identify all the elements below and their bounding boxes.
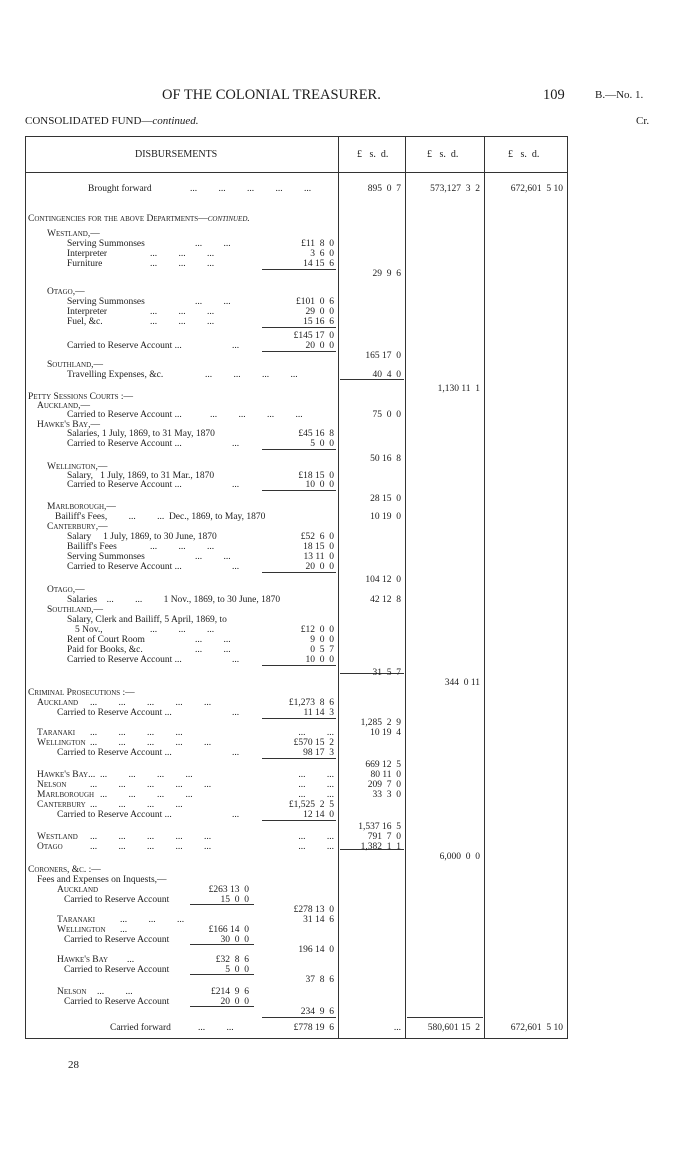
line-label: Auckland (37, 698, 79, 708)
line-label: Marlborough (37, 790, 95, 800)
amount-c1: 1,537 16 5 (358, 822, 401, 832)
section-title: CONSOLIDATED FUND—continued. (25, 115, 199, 127)
leader-dots: ... ... ... ... ... (90, 832, 212, 842)
line-label: Bailiff's Fees, ... ... Dec., 1869, to May, 1870 (55, 512, 266, 522)
amount-c1: 104 12 0 (365, 575, 401, 585)
line-label: Hawke's Bay (57, 955, 109, 965)
line-label: Canterbury (37, 800, 86, 810)
amount-item: £101 0 6 (296, 297, 334, 307)
line-label: Marlborough,— (47, 502, 116, 512)
footer-page-number: 28 (68, 1059, 79, 1071)
line-label: Salaries, 1 July, 1869, to 31 May, 1870 (67, 429, 215, 439)
leader-dots: ... ... ... ... (210, 410, 303, 420)
col2-header: £ s. d. (427, 149, 459, 160)
amount-item: 14 15 6 (303, 259, 334, 269)
leader-dots: ... (232, 748, 240, 758)
amount-item: 0 5 7 (310, 645, 334, 655)
leader-dots: ... ... (195, 552, 231, 562)
line-label: Paid for Books, &c. (67, 645, 143, 655)
line-label: Otago,— (47, 287, 85, 297)
leader-dots: ... (232, 341, 240, 351)
line-label: Westland,— (47, 229, 100, 239)
leader-dots: ... ... ... (150, 307, 215, 317)
line-label: Taranaki (57, 915, 96, 925)
line-label: 5 Nov., (75, 625, 103, 635)
amount-item: 29 0 0 (305, 307, 334, 317)
amount-item: 37 8 6 (305, 975, 334, 985)
line-label: Carried to Reserve Account ... (57, 810, 172, 820)
leader-dots: ... ... ... ... ... (90, 698, 212, 708)
amount-c1: 42 12 8 (370, 595, 401, 605)
amount-item: £570 15 2 (293, 738, 334, 748)
leader-dots: ... ... ... ... ... (90, 780, 212, 790)
disbursements-header: DISBURSEMENTS (135, 149, 218, 160)
amount-item: £18 15 0 (298, 471, 334, 481)
amount-c1: 165 17 0 (365, 351, 401, 361)
amount-item: £52 6 0 (300, 532, 334, 542)
amount-c1: 10 19 0 (370, 512, 401, 522)
line-label: Nelson (37, 780, 67, 790)
amount-sub: £263 13 0 (208, 885, 249, 895)
line-label: Carried forward (110, 1023, 171, 1033)
amount-item: £45 16 8 (298, 429, 334, 439)
leader-dots: ... (232, 562, 240, 572)
line-label: Salaries ... ... 1 Nov., 1869, to 30 June, 1870 (67, 595, 281, 605)
amount-c2: 580,601 15 2 (427, 1023, 480, 1033)
leader-dots: ... (232, 439, 240, 449)
amount-c1: 1,285 2 9 (360, 718, 401, 728)
line-label: Interpreter (67, 249, 108, 259)
leader-dots: ... (120, 925, 128, 935)
leader-dots: ... ... ... ... ... (90, 842, 212, 852)
amount-item: 9 0 0 (310, 635, 334, 645)
leader-dots: ... (127, 955, 135, 965)
leader-dots: ... ... (195, 297, 231, 307)
amount-item: 196 14 0 (298, 945, 334, 955)
line-label: Westland (37, 832, 78, 842)
line-label: Canterbury,— (47, 522, 108, 532)
amount-c2: 6,000 0 0 (439, 852, 480, 862)
line-label: Contingencies for the above Departments—continued. (28, 214, 250, 224)
amount-c1: 40 4 0 (372, 370, 401, 380)
line-label: Bailiff's Fees (67, 542, 117, 552)
amount-c1: 669 12 5 (365, 760, 401, 770)
amount-item: £778 19 6 (293, 1023, 334, 1033)
amount-c1: 28 15 0 (370, 494, 401, 504)
amount-c1: 209 7 0 (367, 780, 401, 790)
amount-item: 18 15 0 (303, 542, 334, 552)
line-label: Travelling Expenses, &c. (67, 370, 164, 380)
amount-sub: 20 0 0 (220, 997, 249, 1007)
amount-item: 5 0 0 (310, 439, 334, 449)
leader-dots: ... ... ... ... (90, 800, 183, 810)
amount-item: 11 14 3 (303, 708, 334, 718)
leader-dots: ... ... (195, 635, 231, 645)
amount-item: 15 16 6 (303, 317, 334, 327)
line-label: Brought forward (88, 184, 152, 194)
col3-header: £ s. d. (508, 149, 540, 160)
amount-item: 13 11 0 (303, 552, 334, 562)
line-label: Wellington (57, 925, 106, 935)
line-label: Carried to Reserve Account ... (67, 341, 182, 351)
line-label: Carried to Reserve Account (64, 895, 170, 905)
line-label: Taranaki (37, 728, 76, 738)
line-label: Otago,— (47, 585, 85, 595)
line-label: Serving Summonses (67, 552, 145, 562)
leader-dots: ... ... ... (120, 915, 185, 925)
leader-dots: ... (232, 480, 240, 490)
amount-item: £278 13 0 (293, 905, 334, 915)
leader-dots: ... ... ... ... ... (190, 184, 312, 194)
line-label: Furniture (67, 259, 103, 269)
amount-item: £12 0 0 (300, 625, 334, 635)
amount-sub: 15 0 0 (220, 895, 249, 905)
line-label: Salary, 1 July, 1869, to 31 Mar., 1870 (67, 471, 215, 481)
amount-c1: 29 9 6 (372, 269, 401, 279)
line-label: Otago (37, 842, 63, 852)
amount-c3: 672,601 5 10 (510, 1023, 563, 1033)
amount-item: ... ... (298, 728, 334, 738)
leader-dots: ... ... (97, 987, 133, 997)
amount-sub: 30 0 0 (220, 935, 249, 945)
leader-dots: ... ... ... ... ... (90, 738, 212, 748)
amount-item: ... ... (298, 842, 334, 852)
col1-header: £ s. d. (357, 149, 389, 160)
leader-dots: ... ... ... ... (100, 770, 193, 780)
amount-item: 10 0 0 (305, 480, 334, 490)
leader-dots: ... ... ... (150, 317, 215, 327)
paper-reference: B.—No. 1. (595, 89, 644, 101)
amount-sub: 5 0 0 (225, 965, 249, 975)
amount-sub: £166 14 0 (208, 925, 249, 935)
amount-item: 31 14 6 (303, 915, 334, 925)
amount-item: 234 9 6 (300, 1007, 334, 1017)
amount-item: 12 14 0 (303, 810, 334, 820)
line-label: Carried to Reserve Account ... (67, 655, 182, 665)
amount-item: ... ... (298, 770, 334, 780)
line-label: Southland,— (47, 605, 104, 615)
line-label: Wellington,— (47, 462, 108, 472)
amount-c1: 1,382 1 1 (360, 842, 401, 852)
amount-item: 3 6 0 (310, 249, 334, 259)
line-label: Coroners, &c. :— (28, 865, 101, 875)
line-label: Fuel, &c. (67, 317, 103, 327)
line-label: Petty Sessions Courts :— (28, 392, 133, 402)
line-label: Nelson (57, 987, 87, 997)
line-label: Wellington (37, 738, 86, 748)
leader-dots: ... ... ... (150, 542, 215, 552)
amount-item: 10 0 0 (305, 655, 334, 665)
line-label: Carried to Reserve Account ... (67, 410, 182, 420)
leader-dots: ... ... ... ... (205, 370, 298, 380)
line-label: Serving Summonses (67, 239, 145, 249)
amount-item: £1,273 8 6 (288, 698, 334, 708)
amount-sub: £214 9 6 (211, 987, 249, 997)
amount-item: 20 0 0 (305, 562, 334, 572)
amount-item: 20 0 0 (305, 341, 334, 351)
amount-item: £145 17 0 (293, 331, 334, 341)
line-label: Fees and Expenses on Inquests,— (37, 875, 167, 885)
amount-item: £11 8 0 (301, 239, 334, 249)
amount-c3: 672,601 5 10 (510, 184, 563, 194)
amount-c2: 344 0 11 (444, 678, 480, 688)
leader-dots: ... ... (198, 1023, 234, 1033)
amount-c2: 1,130 11 1 (437, 384, 480, 394)
amount-item: ... ... (298, 780, 334, 790)
amount-c1: 31 5 7 (372, 668, 401, 678)
leader-dots: ... ... ... (150, 259, 215, 269)
amount-c1: 50 16 8 (370, 454, 401, 464)
line-label: Carried to Reserve Account ... (57, 748, 172, 758)
leader-dots: ... ... (195, 239, 231, 249)
line-label: Carried to Reserve Account ... (67, 562, 182, 572)
line-label: Carried to Reserve Account (64, 935, 170, 945)
leader-dots: ... ... (195, 645, 231, 655)
line-label: Carried to Reserve Account ... (67, 439, 182, 449)
line-label: Southland,— (47, 360, 104, 370)
leader-dots: ... (232, 655, 240, 665)
amount-item: £1,525 2 5 (288, 800, 334, 810)
line-label: Carried to Reserve Account (64, 965, 170, 975)
amount-c2: 573,127 3 2 (430, 184, 480, 194)
line-label: Auckland,— (37, 401, 90, 411)
line-label: Hawke's Bay,— (37, 420, 100, 430)
line-label: Rent of Court Room (67, 635, 145, 645)
leader-dots: ... (232, 810, 240, 820)
line-label: Carried to Reserve Account (64, 997, 170, 1007)
page-title: OF THE COLONIAL TREASURER. (162, 87, 381, 103)
side-label: Cr. (636, 115, 650, 127)
line-label: Auckland (57, 885, 99, 895)
leader-dots: ... ... ... (150, 249, 215, 259)
amount-c1: 895 0 7 (367, 184, 401, 194)
line-label: Interpreter (67, 307, 108, 317)
line-label: Carried to Reserve Account ... (57, 708, 172, 718)
amount-c1: 33 3 0 (372, 790, 401, 800)
line-label: Criminal Prosecutions :— (28, 688, 135, 698)
leader-dots: ... ... ... ... (90, 728, 183, 738)
leader-dots: ... ... ... ... (100, 790, 193, 800)
page-number: 109 (543, 87, 565, 103)
amount-item: ... ... (298, 832, 334, 842)
amount-c1: 10 19 4 (370, 728, 401, 738)
amount-sub: £32 8 6 (215, 955, 249, 965)
amount-c1: 791 7 0 (367, 832, 401, 842)
line-label: Salary, Clerk and Bailiff, 5 April, 1869, to (67, 615, 227, 625)
amount-c1: 80 11 0 (370, 770, 401, 780)
line-label: Hawke's Bay... (37, 770, 96, 780)
line-label: Carried to Reserve Account ... (67, 480, 182, 490)
amount-c1: ... (393, 1023, 401, 1033)
line-label: Serving Summonses (67, 297, 145, 307)
leader-dots: ... (232, 708, 240, 718)
amount-c1: 75 0 0 (372, 410, 401, 420)
amount-item: ... ... (298, 790, 334, 800)
line-label: Salary 1 July, 1869, to 30 June, 1870 (67, 532, 217, 542)
amount-item: 98 17 3 (303, 748, 334, 758)
leader-dots: ... ... ... (150, 625, 215, 635)
